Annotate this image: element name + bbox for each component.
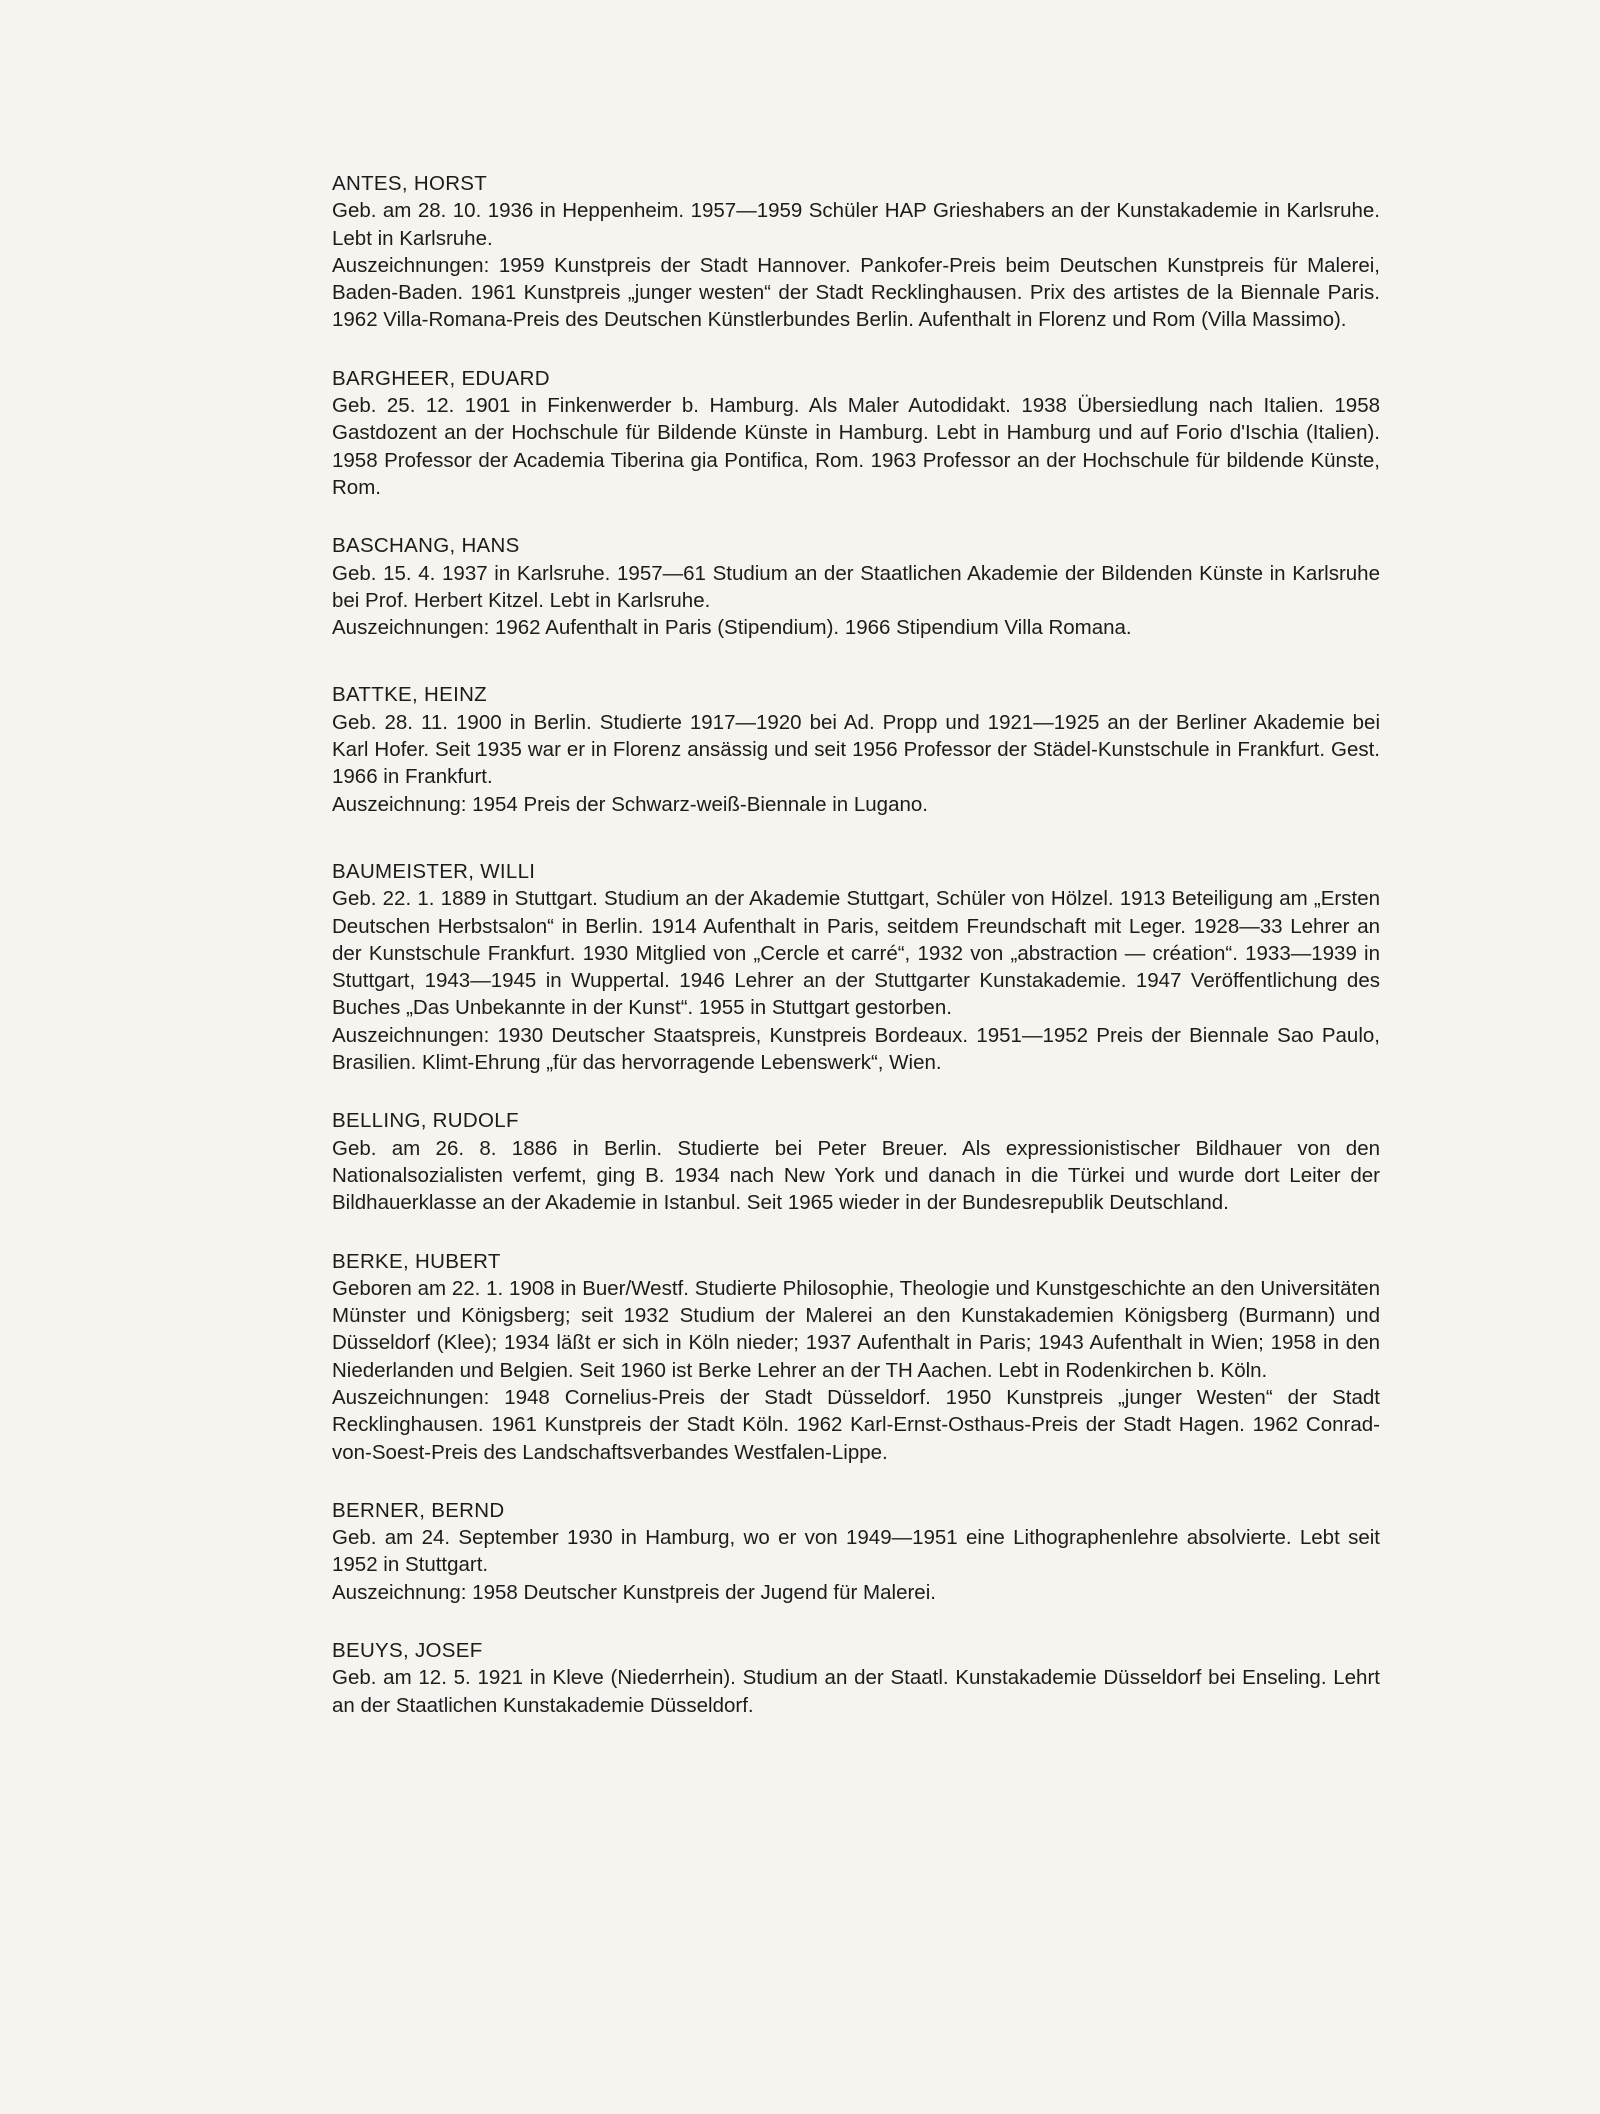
entry-paragraph: Geb. 25. 12. 1901 in Finkenwerder b. Hamburg. Als Maler Autodidakt. 1938 Übersiedlung nach Italien. 1958 Gastdozent an der Hochschule für Bildende Künste in Hamburg. Lebt in Hamburg und auf Forio d'Ischia (Italien). 1958 Professor der Academia Tiberina gia Pontifica, Rom. 1963 Professor an der Hochschule für bildende Künste, Rom. — [332, 394, 1380, 499]
entry-paragraph: Geb. am 28. 10. 1936 in Heppenheim. 1957—1959 Schüler HAP Grieshabers an der Kunstakademie in Karlsruhe. Lebt in Karlsruhe. — [332, 199, 1380, 250]
entry-paragraph: Auszeichnung: 1954 Preis der Schwarz-weiß-Biennale in Lugano. — [332, 792, 928, 816]
entry-baschang — [332, 532, 1380, 641]
entry-belling — [332, 1107, 1380, 1216]
entry-paragraph: Geb. 22. 1. 1889 in Stuttgart. Studium an der Akademie Stuttgart, Schüler von Hölzel. 1913 Beteiligung am „Ersten Deutschen Herbstsalon“ in Berlin. 1914 Aufenthalt in Paris, seitdem Freundschaft mit Leger. 1928—33 Lehrer an der Kunstschule Frankfurt. 1930 Mitglied von „Cercle et carré“, 1932 von „abstraction — création“. 1933—1939 in Stuttgart, 1943—1945 in Wuppertal. 1946 Lehrer an der Stuttgarter Kunstakademie. 1947 Veröffentlichung des Buches „Das Unbekannte in der Kunst“. 1955 in Stuttgart gestorben. — [332, 887, 1380, 1020]
entry-baumeister — [332, 858, 1380, 1076]
entry-paragraph: Auszeichnung: 1958 Deutscher Kunstpreis der Jugend für Malerei. — [332, 1580, 936, 1604]
biography-list — [332, 170, 1380, 1719]
entry-bargheer — [332, 365, 1380, 501]
entry-name: BATTKE, HEINZ — [332, 683, 488, 707]
entry-paragraph: Geb. am 26. 8. 1886 in Berlin. Studierte bei Peter Breuer. Als expressionistischer Bildhauer von den Nationalsozialisten verfemt, ging B. 1934 nach New York und danach in die Türkei und wurde dort Leiter der Bildhauerklasse an der Akademie in Istanbul. Seit 1965 wieder in der Bundesrepublik Deutschland. — [332, 1136, 1380, 1215]
entry-name: BAUMEISTER, WILLI — [332, 859, 536, 883]
entry-paragraph: Geboren am 22. 1. 1908 in Buer/Westf. Studierte Philosophie, Theologie und Kunstgeschichte an den Universitäten Münster und Königsberg; seit 1932 Studium der Malerei an den Kunstakademien Königsberg (Burmann) und Düsseldorf (Klee); 1934 läßt er sich in Köln nieder; 1937 Aufenthalt in Paris; 1943 Aufenthalt in Wien; 1958 in den Niederlanden und Belgien. Seit 1960 ist Berke Lehrer an der TH Aachen. Lebt in Rodenkirchen b. Köln. — [332, 1276, 1380, 1382]
entry-berke — [332, 1248, 1380, 1466]
entry-paragraph: Geb. am 24. September 1930 in Hamburg, wo er von 1949—1951 eine Lithographenlehre absolvierte. Lebt seit 1952 in Stuttgart. — [332, 1526, 1380, 1577]
entry-antes — [332, 170, 1380, 334]
entry-beuys — [332, 1637, 1380, 1719]
entry-name: BARGHEER, EDUARD — [332, 366, 550, 390]
entry-paragraph: Geb. am 12. 5. 1921 in Kleve (Niederrhein). Studium an der Staatl. Kunstakademie Düsseldorf bei Enseling. Lehrt an der Staatlichen Kunstakademie Düsseldorf. — [332, 1666, 1380, 1717]
entry-name: BEUYS, JOSEF — [332, 1639, 483, 1663]
entry-paragraph: Auszeichnungen: 1959 Kunstpreis der Stadt Hannover. Pankofer-Preis beim Deutschen Kunstpreis für Malerei, Baden-Baden. 1961 Kunstpreis „junger westen“ der Stadt Recklinghausen. Prix des artistes de la Biennale Paris. 1962 Villa-Romana-Preis des Deutschen Künstlerbundes Berlin. Aufenthalt in Florenz und Rom (Villa Massimo). — [332, 253, 1380, 332]
entry-paragraph: Geb. 15. 4. 1937 in Karlsruhe. 1957—61 Studium an der Staatlichen Akademie der Bildenden Künste in Karlsruhe bei Prof. Herbert Kitzel. Lebt in Karlsruhe. — [332, 561, 1380, 612]
entry-name: BERNER, BERND — [332, 1498, 505, 1522]
entry-battke — [332, 681, 1380, 817]
entry-berner — [332, 1497, 1380, 1606]
entry-paragraph: Auszeichnungen: 1962 Aufenthalt in Paris (Stipendium). 1966 Stipendium Villa Romana. — [332, 616, 1132, 640]
entry-paragraph: Geb. 28. 11. 1900 in Berlin. Studierte 1917—1920 bei Ad. Propp und 1921—1925 an der Berliner Akademie bei Karl Hofer. Seit 1935 war er in Florenz ansässig und seit 1956 Professor der Städel-Kunstschule in Frankfurt. Gest. 1966 in Frankfurt. — [332, 710, 1380, 789]
entry-paragraph: Auszeichnungen: 1948 Cornelius-Preis der Stadt Düsseldorf. 1950 Kunstpreis „junger Westen“ der Stadt Recklinghausen. 1961 Kunstpreis der Stadt Köln. 1962 Karl-Ernst-Osthaus-Preis der Stadt Hagen. 1962 Conrad-von-Soest-Preis des Landschaftsverbandes Westfalen-Lippe. — [332, 1385, 1380, 1464]
entry-name: BERKE, HUBERT — [332, 1249, 501, 1273]
entry-name: BASCHANG, HANS — [332, 534, 520, 558]
entry-paragraph: Auszeichnungen: 1930 Deutscher Staatspreis, Kunstpreis Bordeaux. 1951—1952 Preis der Biennale Sao Paulo, Brasilien. Klimt-Ehrung „für das hervorragende Lebenswerk“, Wien. — [332, 1023, 1380, 1075]
entry-name: ANTES, HORST — [332, 172, 488, 195]
entry-name: BELLING, RUDOLF — [332, 1109, 519, 1133]
